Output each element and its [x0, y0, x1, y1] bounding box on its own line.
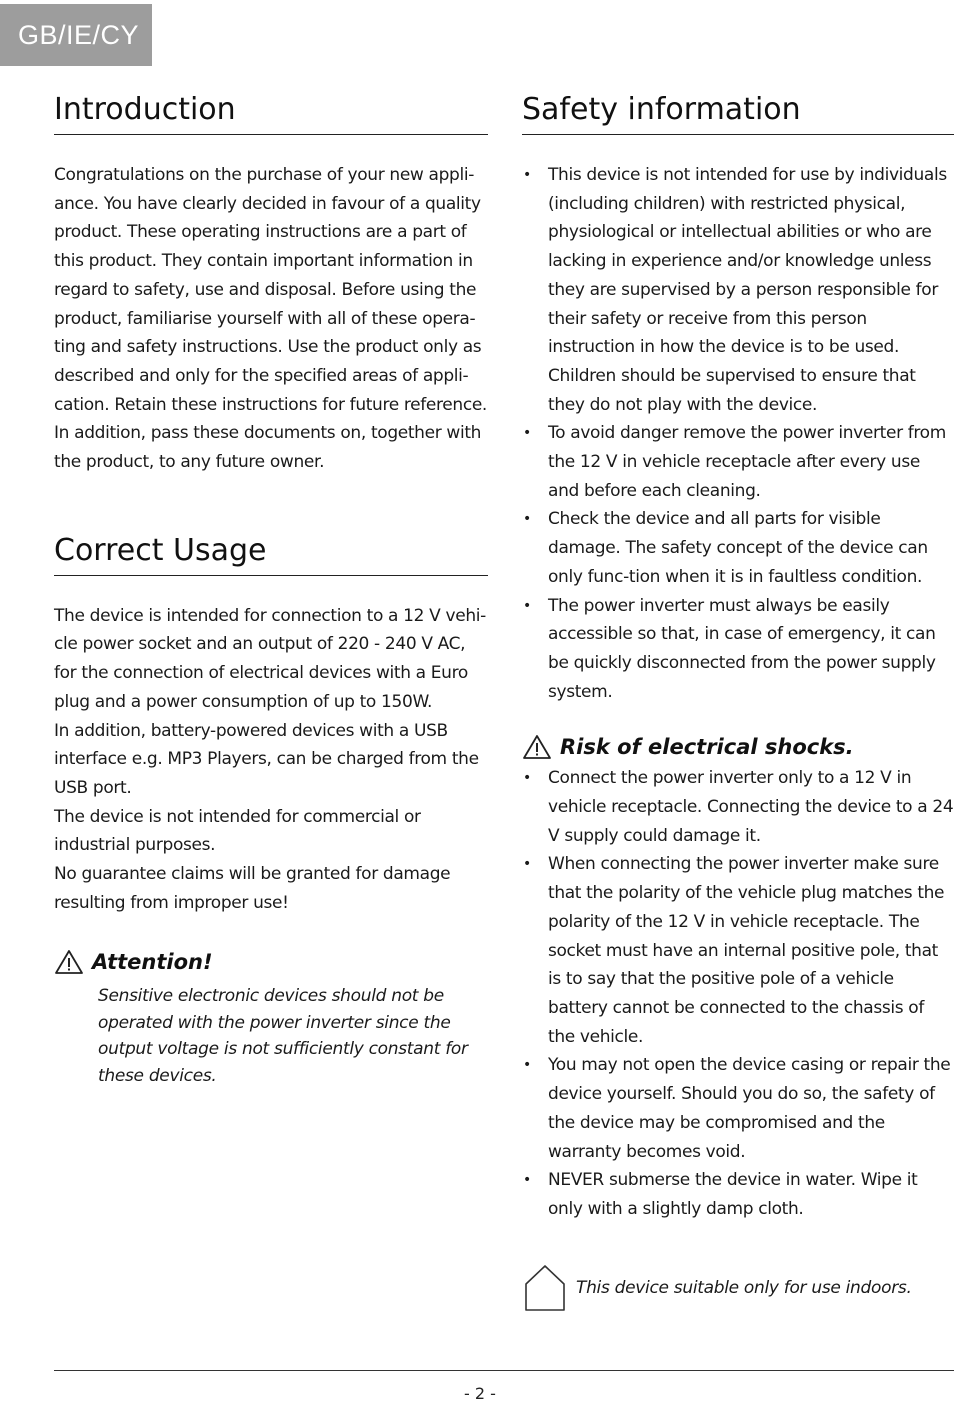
attention-title: Attention! [92, 950, 213, 975]
safety-heading: Safety information [522, 88, 954, 135]
usage-paragraph: No guarantee claims will be granted for damage resulting from improper use! [54, 864, 451, 913]
list-item [522, 764, 954, 850]
language-tab: GB/IE/CY [0, 4, 152, 66]
list-item [522, 419, 954, 505]
risk-section [522, 732, 954, 1223]
page-number: - 2 - [464, 1384, 496, 1403]
attention-box [54, 947, 488, 1089]
correct-usage-heading: Correct Usage [54, 529, 488, 576]
bullet-icon: • [523, 770, 531, 787]
list-item [522, 505, 954, 591]
list-item [522, 850, 954, 1051]
list-item [522, 1051, 954, 1166]
list-item [522, 161, 954, 419]
warning-triangle-icon [522, 734, 552, 760]
list-item-text: When connecting the power inverter make sure that the polarity of the vehicle plug matches the polarity of the 12 V in vehicle receptacle. The socket must have an internal positive pole, that is to say that the positive pole of a vehicle battery cannot be connected to the chassis of the vehicle. [548, 854, 945, 1047]
introduction-heading: Introduction [54, 88, 488, 135]
indoor-note [522, 1262, 954, 1314]
list-item [522, 592, 954, 707]
risk-title: Risk of electrical shocks. [560, 735, 854, 760]
left-column [54, 88, 488, 1089]
bullet-icon: • [523, 1057, 531, 1074]
risk-title-row [522, 732, 954, 762]
bullet-icon: • [523, 1172, 531, 1189]
right-column [522, 88, 954, 1314]
bullet-icon: • [523, 167, 531, 183]
usage-paragraph: The device is intended for connection to a 12 V vehi-cle power socket and an output of 220 - 240 V AC, for the connection of electrical devices with a Euro plug and a power consumption of up to 150W. [54, 605, 486, 712]
bullet-icon: • [523, 511, 531, 528]
attention-text: Sensitive electronic devices should not be operated with the power inverter since the output voltage is not sufficiently constant for these devices. [98, 986, 468, 1086]
house-icon [522, 1262, 568, 1314]
indoor-note-text: This device suitable only for use indoors. [576, 1277, 912, 1298]
safety-list [522, 161, 954, 706]
list-item-text: To avoid danger remove the power inverter from the 12 V in vehicle receptacle after every use and before each cleaning. [548, 423, 946, 501]
risk-list [522, 764, 954, 1223]
attention-title-row [54, 947, 488, 977]
introduction-section [54, 88, 488, 477]
footer-divider [54, 1370, 954, 1371]
correct-usage-section [54, 529, 488, 918]
list-item-text: You may not open the device casing or repair the device yourself. Should you do so, the safety of the device may be compromised and the warranty becomes void. [548, 1055, 951, 1162]
warning-triangle-icon [54, 949, 84, 975]
list-item-text: Check the device and all parts for visible damage. The safety concept of the device can only func-tion when it is in faultless condition. [548, 509, 928, 587]
list-item-text: This device is not intended for use by individuals (including children) with restricted physical, physiological or intellectual abilities or who are lacking in experience and/or knowledge unless they are supervised by a person responsible for their safety or receive from this person instruction in how the device is to be used. Children should be supervised to ensure that they do not play with the device. [548, 165, 947, 415]
bullet-icon: • [523, 425, 531, 442]
bullet-icon: • [523, 597, 531, 614]
bullet-icon: • [523, 856, 531, 873]
usage-paragraph: The device is not intended for commercial or industrial purposes. [54, 806, 421, 856]
introduction-text: Congratulations on the purchase of your new appli-ance. You have clearly decided in favour of a quality product. These operating instructions are a part of this product. They contain important information in regard to safety, use and disposal. Before using the product, familiarise yourself with all of these opera-ting and safety instructions. Use the product only as described and only for the specified areas of appli-cation. Retain these instructions for future reference. In addition, pass these documents on, together with the product, to any future owner. [54, 165, 487, 473]
list-item-text: Connect the power inverter only to a 12 V in vehicle receptacle. Connecting the device to a 24 V supply could damage it. [548, 768, 954, 846]
safety-section [522, 88, 954, 706]
list-item-text: The power inverter must always be easily accessible so that, in case of emergency, it can be quickly disconnected from the power supply system. [548, 595, 936, 702]
usage-paragraph: In addition, battery-powered devices with a USB interface e.g. MP3 Players, can be charged from the USB port. [54, 720, 479, 798]
list-item-text: NEVER submerse the device in water. Wipe it only with a slightly damp cloth. [548, 1170, 918, 1219]
list-item [522, 1166, 954, 1223]
